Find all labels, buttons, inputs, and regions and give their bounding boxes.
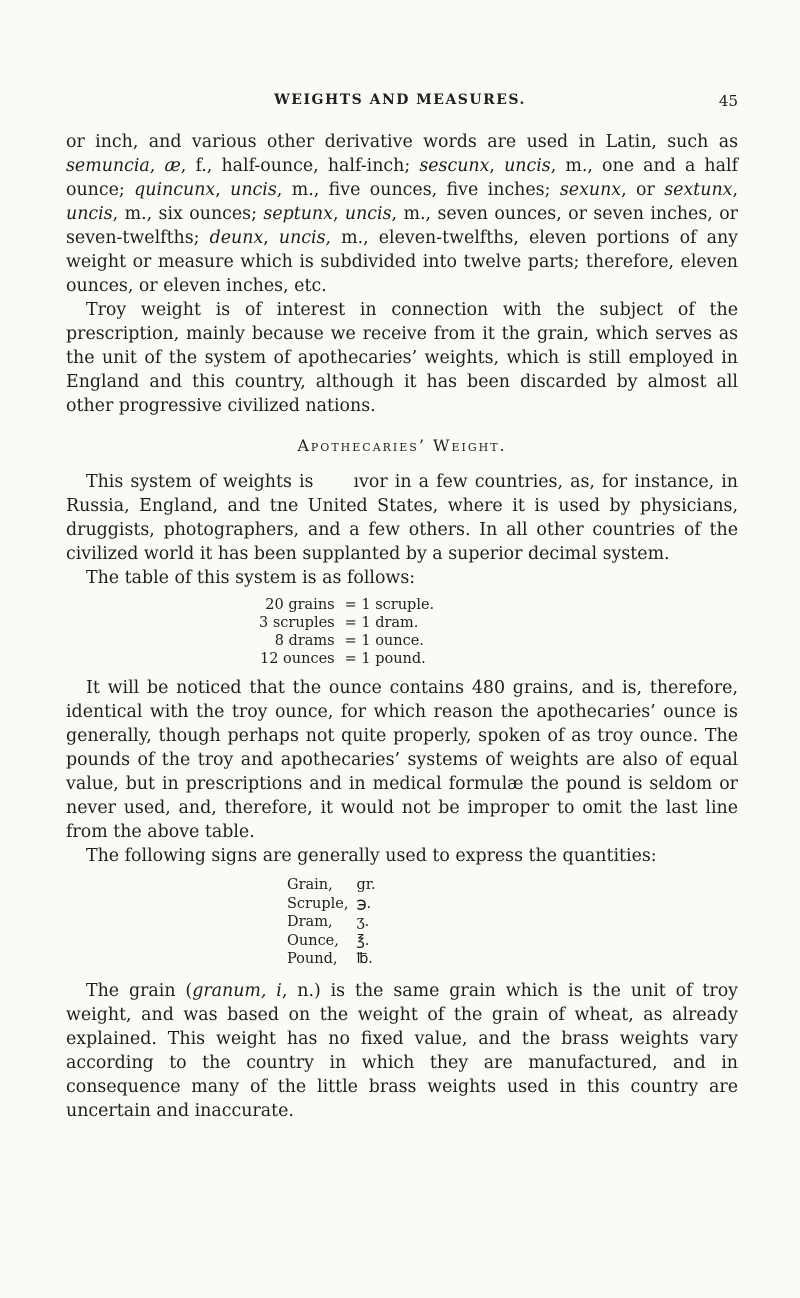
latin-term: uncis [344,204,392,224]
weights-unit: 20 grains [265,597,335,613]
latin-term: uncis [278,228,326,248]
weights-equivalent: = 1 dram. [344,615,419,631]
latin-term: sescunx [419,156,490,176]
sign-name: Scruple, [287,895,349,912]
sign-name: Dram, [287,914,333,930]
paragraph-system-usage [66,470,738,566]
paragraph-latin-derivatives [66,130,738,298]
weights-row [259,614,434,632]
weights-unit: 3 scruples [259,615,335,631]
text-run: , m., seven ounces, or seven inches, or seven-twelfths; [66,204,738,248]
latin-term: sexunx [559,180,622,200]
text-run: , or [621,180,665,200]
text-run: , [332,204,345,224]
text-run: , [149,156,165,176]
text-run: This system of weights is [86,472,314,492]
latin-term: granum, i [192,980,282,1001]
signs-row [287,950,376,969]
text-run: It will be noticed that the ounce contains 480 grains, and is, therefore, identical with the troy ounce, for which reason the apothecaries’ ounce is generally, though perhaps not quite properly, spoken of as troy ounce. The pounds of the troy and apothecaries’ systems of weights are also of equal value, but in prescriptions and in medical formulæ the pound is seldom or never used, and, therefore, it would not be improper to omit the last line from the above table. [66,678,738,842]
text-run: Troy weight is of interest in connection with the subject of the prescription, mainly because we receive from it the grain, which serves as the unit of the system of apothecaries’ weights, which is still employed in England and this country, although it has been discarded by almost all other progressive civilized nations. [66,300,738,416]
text-run: , m., five ounces, five inches; [276,180,560,200]
weights-row [259,650,434,668]
text-run: , [215,180,231,200]
latin-term: septunx [263,204,333,224]
text-run: , m., eleven-twelfths, eleven portions of any weight or measure which is subdivided into twelve parts; therefore, eleven ounces, or eleven inches, etc. [66,228,738,296]
text-run: , [732,180,738,200]
text-run: , [263,228,279,248]
latin-term: sextunx [664,180,733,200]
latin-term: uncis [230,180,277,200]
text-run: or inch, and various other derivative words are used in Latin, such as [66,132,738,152]
sign-symbol: ℈. [356,895,372,912]
weights-equivalent: = 1 scruple. [344,597,435,613]
sign-name: Ounce, [287,932,339,949]
weights-row [259,596,434,614]
weights-table [259,596,434,668]
weights-unit: 8 drams [274,633,335,649]
signs-row [287,876,376,895]
text-run: , m., one and a half ounce; [66,156,738,200]
paragraph-ounce-grains [66,676,738,844]
sign-symbol: gr. [356,877,376,893]
latin-term: æ [164,156,181,176]
paragraph-grain [66,979,738,1123]
body-text [66,130,738,1123]
page-number: 45 [718,92,738,110]
text-run: , n.) is the same grain which is the unit of troy weight, and was based on the weight of the grain of wheat, as already explained. This weight has no fixed value, and the brass weights vary according to the country in which they are manufactured, and in consequence many of the little brass weights used in this country are uncertain and inaccurate. [66,980,739,1121]
text-run: ıvor in a few countries, as, for instance, in Russia, England, and tne United States, where it is used by physicians, druggists, photographers, and a few others. In all other countries of the civilized world it has been supplanted by a superior decimal system. [66,472,738,564]
paragraph-troy-weight [66,298,738,418]
weights-equivalent: = 1 ounce. [344,633,424,649]
text-run: , m., six ounces; [112,204,264,224]
sign-name: Pound, [287,951,338,967]
latin-term: uncis [504,156,551,176]
weights-unit: 12 ounces [259,651,335,667]
signs-row [287,895,376,914]
sign-name: Grain, [287,877,333,893]
paragraph-table-intro [66,566,738,590]
sign-symbol: ℥. [356,932,370,949]
text-run: The grain ( [86,980,193,1001]
sign-symbol: ʒ. [356,914,370,930]
text-run: , [489,156,505,176]
sign-symbol: ℔. [356,951,373,967]
weights-equivalent: = 1 pound. [344,651,426,667]
latin-term: uncis [66,204,113,224]
section-heading-apothecaries-weight: Apothecaries’ Weight. [297,436,507,455]
latin-term: quincunx [134,180,216,200]
text-run: The table of this system is as follows: [86,568,416,588]
signs-table [287,876,376,969]
weights-row [259,632,434,650]
latin-term: deunx [209,228,264,248]
signs-row [287,932,376,951]
running-head [60,92,740,114]
running-title: WEIGHTS AND MEASURES. [274,92,526,108]
text-run: , f., half-ounce, half-inch; [180,156,420,176]
text-run: The following signs are generally used to express the quantities: [86,846,657,866]
paragraph-signs-intro [66,844,738,868]
latin-term: semuncia [66,156,150,176]
signs-row [287,913,376,932]
